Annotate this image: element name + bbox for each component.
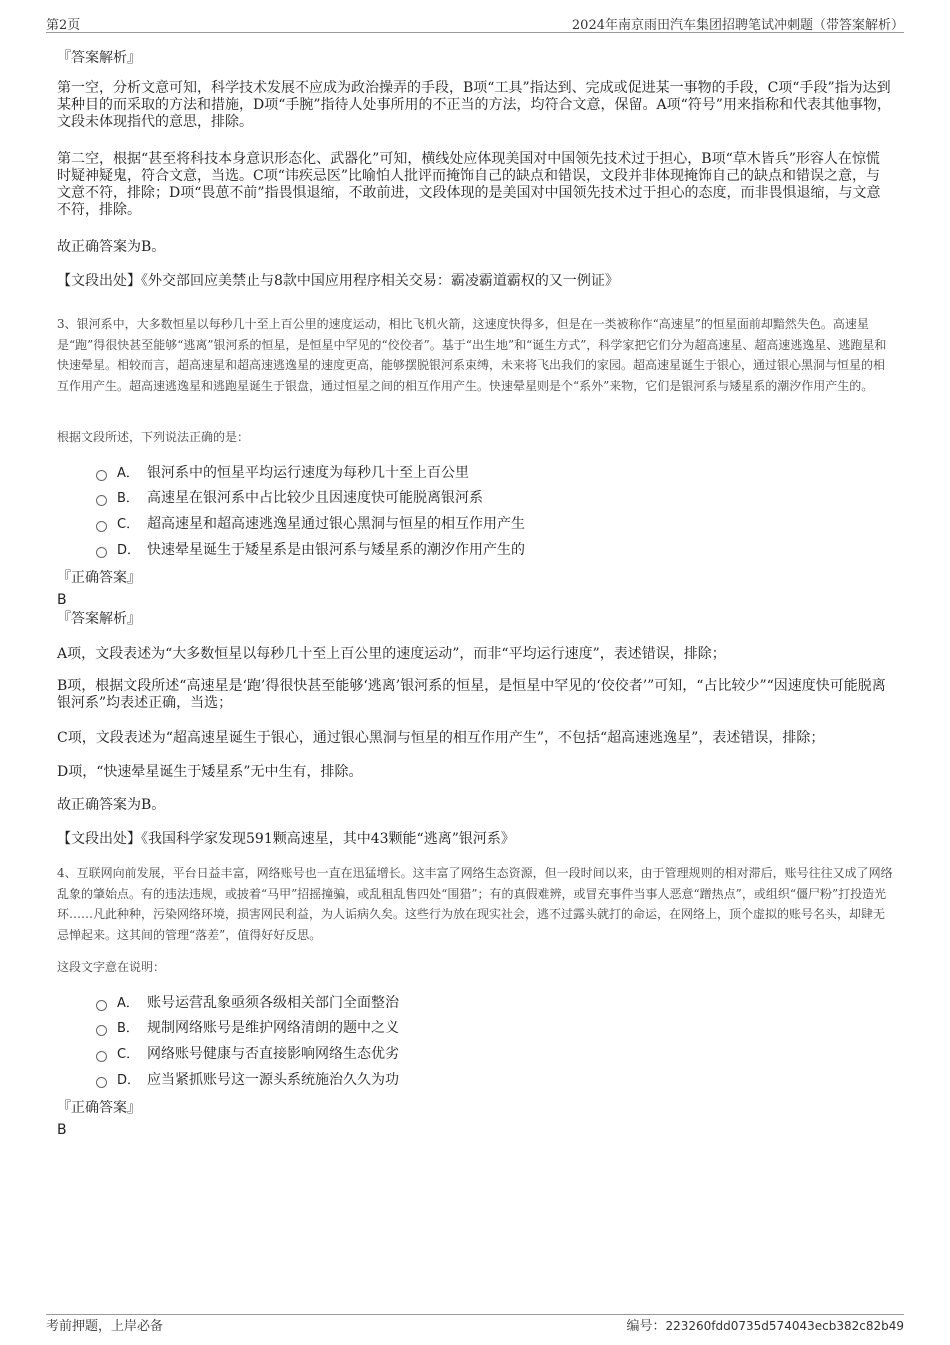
q3-prompt <box>57 427 893 448</box>
q3-answer-label <box>57 570 893 587</box>
option-letter: C． <box>117 517 140 532</box>
option-letter: D． <box>117 543 141 558</box>
radio-icon[interactable] <box>96 495 107 506</box>
option-letter: B． <box>117 1021 139 1036</box>
option-text: 快速晕星诞生于矮星系是由银河系与矮星系的潮汐作用产生的 <box>147 542 525 558</box>
q2-source <box>57 273 893 290</box>
correct-answer: B <box>57 592 67 608</box>
option-text: 应当紧抓账号这一源头系统施治久久为功 <box>147 1072 399 1088</box>
option-letter: A． <box>117 996 139 1011</box>
option-d[interactable] <box>96 1072 399 1089</box>
analysis-text: B项，根据文段所述“高速星是‘跑’得很快甚至能够‘逃离’银河系的恒星，是恒星中罕见的‘佼佼者’”可知，“占比较少”“因速度快可能脱离银河系”均表述正确，当选； <box>57 678 886 711</box>
radio-icon[interactable] <box>96 547 107 558</box>
option-letter: B． <box>117 491 139 506</box>
document-title: 2024年南京雨田汽车集团招聘笔试冲刺题（带答案解析） <box>571 18 904 33</box>
option-c[interactable] <box>96 1046 399 1063</box>
footer-code <box>626 1315 904 1334</box>
radio-icon[interactable] <box>96 470 107 481</box>
option-a[interactable] <box>96 995 399 1012</box>
radio-icon[interactable] <box>96 1000 107 1011</box>
option-text: 网络账号健康与否直接影响网络生态优劣 <box>147 1046 399 1062</box>
q4-prompt <box>57 957 893 978</box>
q2-conclusion <box>57 239 893 256</box>
radio-icon[interactable] <box>96 1051 107 1062</box>
footer-slogan: 考前押题，上岸必备 <box>46 1319 164 1334</box>
q3-analysis-c <box>57 730 893 747</box>
code-label: 编号： <box>626 1319 666 1334</box>
q2-analysis-paragraph <box>57 80 893 131</box>
option-text: 银河系中的恒星平均运行速度为每秒几十至上百公里 <box>147 465 469 481</box>
option-b[interactable] <box>96 1020 399 1037</box>
analysis-text: 第二空，根据“甚至将科技本身意识形态化、武器化”可知，横线处应体现美国对中国领先技术过于担心，B项“草木皆兵”形容人在惊慌时疑神疑鬼，符合文意，当选。C项“讳疾忌医”比喻怕人批评而掩饰自己的缺点和错误，文段并非体现掩饰自己的缺点和错误之意，与文意不符，排除；D项“畏葸不前”指畏惧退缩，不敢前进，文段体现的是美国对中国领先技术过于担心的态度，而非畏惧退缩，与文意不符，排除。 <box>57 151 881 218</box>
q3-conclusion <box>57 797 893 814</box>
correct-answer: B <box>57 1122 67 1138</box>
q3-analysis-b <box>57 678 893 712</box>
q3-analysis-label <box>57 611 893 628</box>
code-value: 223260fdd0735d574043ecb382c82b49 <box>665 1319 904 1333</box>
option-text: 规制网络账号是维护网络清朗的题中之义 <box>147 1020 399 1036</box>
analysis-text: 第一空，分析文意可知，科学技术发展不应成为政治操弄的手段，B项“工具”指达到、完成或促进某一事物的手段，C项“手段”指为达到某种目的而采取的方法和措施，D项“手腕”指待人处事所用的不正当的方法，均符合文意，保留。A项“符号”用来指称和代表其他事物，文段未体现指代的意思，排除。 <box>57 80 891 130</box>
source-citation: 【文段出处】《外交部回应美禁止与8款中国应用程序相关交易：霸凌霸道霸权的又一例证》 <box>57 273 619 289</box>
radio-icon[interactable] <box>96 1077 107 1088</box>
q3-answer <box>57 589 893 608</box>
q3-source <box>57 831 893 848</box>
answer-label: 『正确答案』 <box>57 1100 141 1116</box>
option-c[interactable] <box>96 516 525 533</box>
page-number: 第2页 <box>46 18 81 33</box>
analysis-text: C项，文段表述为“超高速星诞生于银心，通过银心黑洞与恒星的相互作用产生”，不包括“超高速逃逸星”，表述错误，排除； <box>57 730 825 746</box>
q2-analysis-label-block <box>57 50 893 67</box>
analysis-text: 故正确答案为B。 <box>57 239 166 255</box>
option-b[interactable] <box>96 490 483 507</box>
page-footer <box>46 1314 904 1335</box>
question-passage: 4、互联网向前发展，平台日益丰富，网络账号也一直在迅猛增长。这丰富了网络生态资源，但一段时间以来，由于管理规则的相对滞后，账号往往又成了网络乱象的肇始点。有的违法违规，或披着“马甲”招摇撞骗，或乱租乱售四处“围猎”；有的真假难辨，或冒充事件当事人恶意“蹭热点”，或组织“僵尸粉”打投造光环……凡此种种，污染网络环境，损害网民利益，为人诟病久矣。这些行为放在现实社会，逃不过露头就打的命运，在网络上，顶个虚拟的账号名头，却肆无忌惮起来。这其间的管理“落差”，值得好好反思。 <box>57 866 893 942</box>
q3-passage <box>57 314 893 396</box>
analysis-label: 『答案解析』 <box>57 611 141 627</box>
option-text: 高速星在银河系中占比较少且因速度快可能脱离银河系 <box>147 490 483 506</box>
analysis-text: D项，“快速晕星诞生于矮星系”无中生有，排除。 <box>57 764 363 780</box>
question-prompt: 根据文段所述，下列说法正确的是： <box>57 430 250 444</box>
q3-analysis-d <box>57 764 893 781</box>
answer-label: 『正确答案』 <box>57 570 141 586</box>
page-header <box>46 14 904 33</box>
q3-analysis-a <box>57 646 893 663</box>
option-text: 超高速星和超高速逃逸星通过银心黑洞与恒星的相互作用产生 <box>147 516 525 532</box>
q2-analysis-paragraph <box>57 151 893 219</box>
option-text: 账号运营乱象亟须各级相关部门全面整治 <box>147 995 399 1011</box>
option-letter: C． <box>117 1047 140 1062</box>
analysis-text: 故正确答案为B。 <box>57 797 166 813</box>
q4-answer-label <box>57 1100 893 1117</box>
option-d[interactable] <box>96 542 525 559</box>
radio-icon[interactable] <box>96 1025 107 1036</box>
option-letter: D． <box>117 1073 141 1088</box>
analysis-label: 『答案解析』 <box>57 50 141 66</box>
source-citation: 【文段出处】《我国科学家发现591颗高速星，其中43颗能“逃离”银河系》 <box>57 831 515 847</box>
option-letter: A． <box>117 466 139 481</box>
question-prompt: 这段文字意在说明： <box>57 960 166 974</box>
analysis-text: A项，文段表述为“大多数恒星以每秒几十至上百公里的速度运动”，而非“平均运行速度”，表述错误，排除； <box>57 646 726 662</box>
question-passage: 3、银河系中，大多数恒星以每秒几十至上百公里的速度运动，相比飞机火箭，这速度快得多，但是在一类被称作“高速星”的恒星面前却黯然失色。高速星是“跑”得很快甚至能够“逃离”银河系的恒星，是恒星中罕见的“佼佼者”。基于“出生地”和“诞生方式”，科学家把它们分为超高速星、超高速逃逸星、逃跑星和快速晕星。相较而言，超高速星和超高速逃逸星的速度更高，能够摆脱银河系束缚，未来将飞出我们的家园。超高速星诞生于银心，通过银心黑洞与恒星的相互作用产生。超高速逃逸星和逃跑星诞生于银盘，通过恒星之间的相互作用产生。快速晕星则是个“系外”来物，它们是银河系与矮星系的潮汐作用产生的。 <box>57 317 887 393</box>
q4-answer <box>57 1119 893 1138</box>
radio-icon[interactable] <box>96 521 107 532</box>
q4-passage <box>57 863 893 945</box>
option-a[interactable] <box>96 465 469 482</box>
